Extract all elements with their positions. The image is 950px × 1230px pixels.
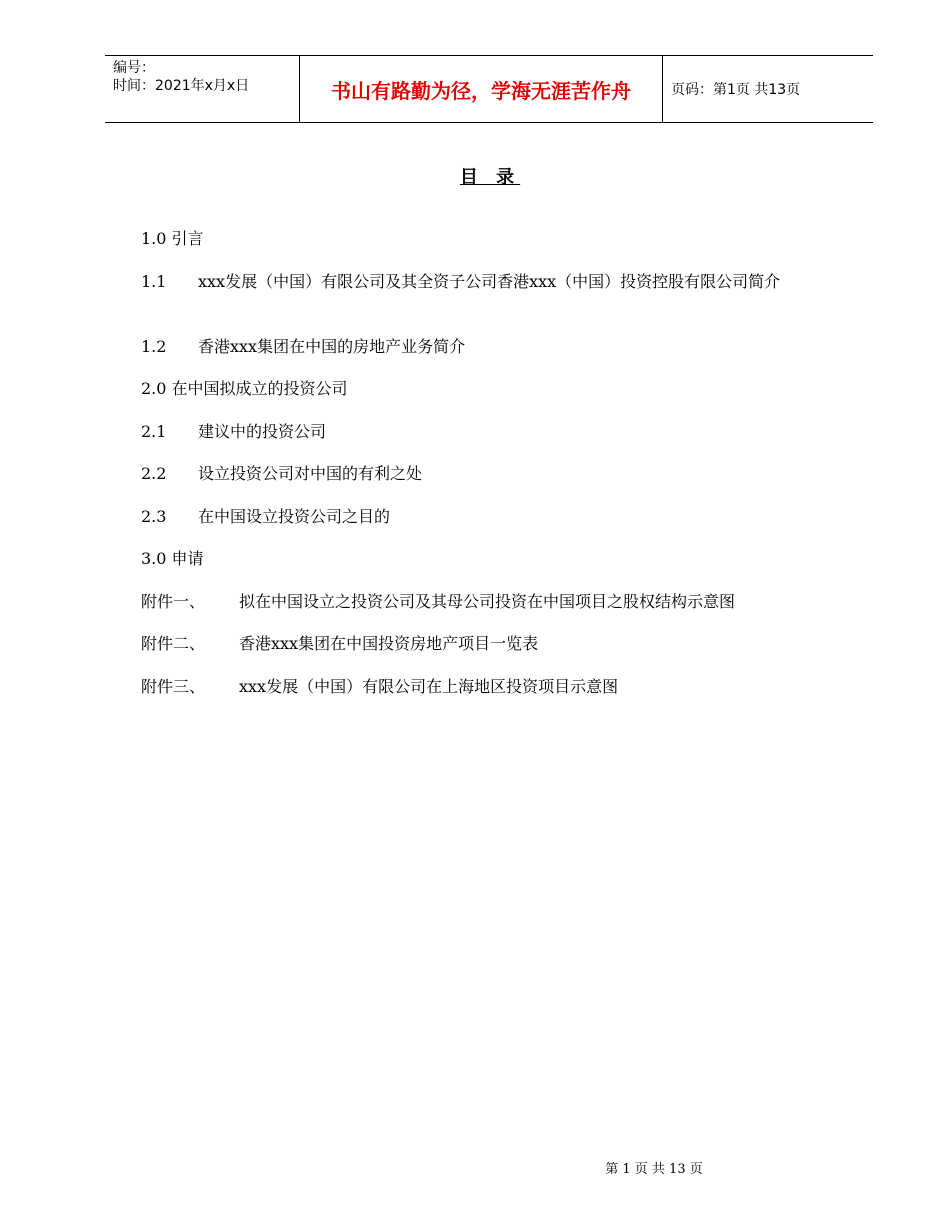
toc-item-text: xxx发展（中国）有限公司及其全资子公司香港xxx（中国）投资控股有限公司简介 xyxy=(198,272,781,291)
toc-item-number: 2.1 xyxy=(141,422,167,441)
header-meta xyxy=(105,56,300,122)
header-page-code: 页码：第1页 共13页 xyxy=(671,82,801,98)
toc-item-text: 在中国设立投资公司之目的 xyxy=(198,507,391,526)
toc-item-number: 附件一、 xyxy=(141,592,206,611)
page-footer: 第 1 页 共 13 页 xyxy=(605,1162,703,1177)
toc-item-number: 1.1 xyxy=(141,272,167,291)
toc-item-text: 设立投资公司对中国的有利之处 xyxy=(198,464,423,483)
header-page-code-cell xyxy=(663,56,873,122)
header-motto-cell xyxy=(300,56,663,122)
toc-item-number: 2.0 在中国拟成立的投资公司 xyxy=(141,379,348,398)
toc-item-text: 建议中的投资公司 xyxy=(198,422,327,441)
toc-item-text: 拟在中国设立之投资公司及其母公司投资在中国项目之股权结构示意图 xyxy=(239,592,736,611)
toc-item-number: 附件二、 xyxy=(141,634,206,653)
toc-item-text: xxx发展（中国）有限公司在上海地区投资项目示意图 xyxy=(239,677,619,696)
toc-item-number: 附件三、 xyxy=(141,677,206,696)
page-header xyxy=(105,55,873,123)
toc-item-text: 香港xxx集团在中国投资房地产项目一览表 xyxy=(239,634,539,653)
toc-item-number: 2.3 xyxy=(141,507,167,526)
toc-item-number: 3.0 申请 xyxy=(141,549,204,568)
toc-title: 目 录 xyxy=(459,167,521,188)
toc-item-number: 1.2 xyxy=(141,337,167,356)
header-motto: 书山有路勤为径，学海无涯苦作舟 xyxy=(331,78,631,103)
toc-item-number: 1.0 引言 xyxy=(141,229,204,248)
toc-item-number: 2.2 xyxy=(141,464,167,483)
number-label: 编号： xyxy=(113,60,155,76)
toc-item-text: 香港xxx集团在中国的房地产业务简介 xyxy=(198,337,466,356)
date-label: 时间：2021年x月x日 xyxy=(113,78,250,94)
